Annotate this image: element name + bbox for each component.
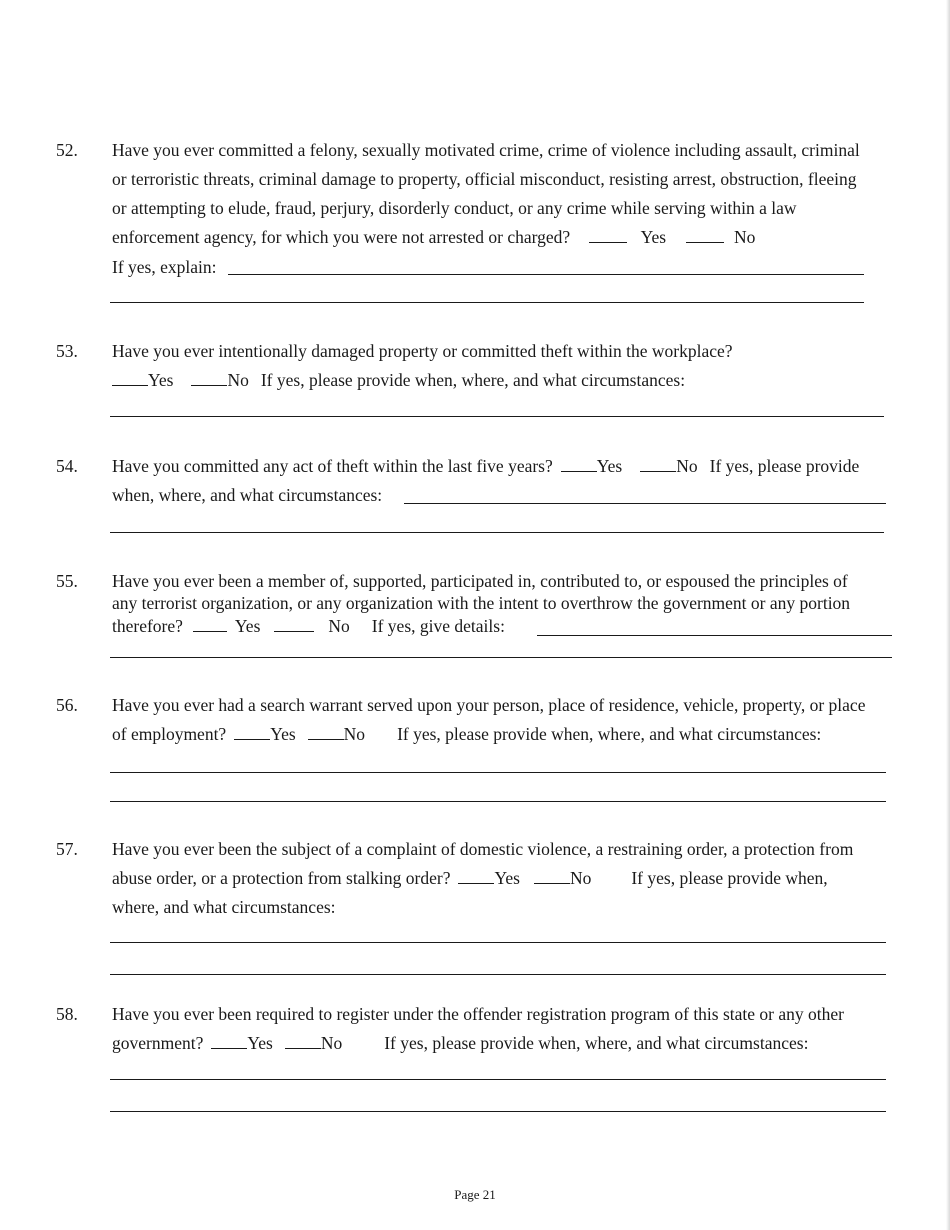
question-answer-line (112, 370, 685, 391)
prompt-text: If yes, please provide when, where, and what circumstances: (384, 1033, 809, 1053)
question-text-line: Have you ever intentionally damaged property or committed theft within the workplace? (112, 341, 733, 361)
question-answer-line (112, 724, 821, 745)
answer-field-line-1[interactable] (404, 503, 886, 504)
no-label: No (328, 616, 350, 636)
prompt-text: If yes, please provide when, (631, 868, 828, 888)
question-number: 53. (56, 341, 78, 361)
question-number: 55. (56, 571, 78, 591)
question-text-line: therefore? (112, 616, 183, 636)
yes-blank[interactable] (112, 371, 148, 386)
prompt-text: If yes, please provide when, where, and what circumstances: (260, 370, 686, 390)
yes-label: Yes (234, 616, 261, 636)
yes-label: Yes (596, 456, 623, 476)
no-label: No (227, 370, 249, 390)
question-text-line: where, and what circumstances: (112, 897, 336, 917)
yes-label: Yes (640, 227, 667, 247)
question-text-line: abuse order, or a protection from stalking order? (112, 868, 451, 888)
prompt-text: If yes, please provide when, where, and what circumstances: (397, 724, 822, 744)
question-text-line: any terrorist organization, or any organization with the intent to overthrow the government or any portion (112, 593, 851, 613)
yes-blank[interactable] (234, 725, 270, 740)
question-number: 58. (56, 1004, 78, 1024)
question-text-line: of employment? (112, 724, 227, 744)
question-text-line: Have you committed any act of theft within the last five years? (112, 456, 553, 476)
no-blank[interactable] (534, 869, 570, 884)
yes-blank[interactable] (193, 617, 227, 632)
no-blank[interactable] (308, 725, 344, 740)
question-text-line: Have you ever committed a felony, sexually motivated crime, crime of violence including assault, criminal (112, 140, 860, 160)
question-answer-line (112, 227, 755, 248)
question-number: 57. (56, 839, 78, 859)
question-text-line: government? (112, 1033, 204, 1053)
question-text-line: enforcement agency, for which you were not arrested or charged? (112, 227, 571, 247)
answer-field-line-1[interactable] (110, 772, 886, 773)
prompt-text: If yes, please provide (709, 456, 860, 476)
explain-field-line-2[interactable] (110, 302, 864, 303)
answer-field-line-2[interactable] (110, 801, 886, 802)
answer-field-line[interactable] (110, 416, 884, 417)
answer-field-line-2[interactable] (110, 974, 886, 975)
question-text-line: or terroristic threats, criminal damage to property, official misconduct, resisting arrest, obstruction, fleeing (112, 169, 857, 189)
question-number: 56. (56, 695, 78, 715)
no-blank[interactable] (640, 457, 676, 472)
details-label: If yes, give details: (371, 616, 505, 636)
page-edge-shadow (946, 0, 950, 1230)
no-label: No (569, 868, 592, 888)
no-blank[interactable] (191, 371, 227, 386)
question-answer-line (112, 456, 859, 477)
page-number: Page 21 (454, 1187, 496, 1202)
question-text-line: Have you ever had a search warrant served upon your person, place of residence, vehicle, property, or place (112, 695, 866, 715)
no-blank[interactable] (686, 228, 724, 243)
answer-field-line-2[interactable] (110, 532, 884, 533)
question-text-line: Have you ever been the subject of a complaint of domestic violence, a restraining order, a protection from (112, 839, 854, 859)
answer-field-line-1[interactable] (537, 635, 892, 636)
yes-blank[interactable] (561, 457, 597, 472)
question-answer-line (112, 616, 505, 637)
explain-label: If yes, explain: (112, 257, 217, 277)
answer-field-line-1[interactable] (110, 1079, 886, 1080)
question-answer-line (112, 1033, 808, 1054)
no-label: No (734, 227, 756, 247)
question-number: 52. (56, 140, 78, 160)
question-text-line: Have you ever been a member of, supported, participated in, contributed to, or espoused the principles of (112, 571, 848, 591)
question-text-line: Have you ever been required to register under the offender registration program of this state or any other (112, 1004, 844, 1024)
answer-field-line-2[interactable] (110, 1111, 886, 1112)
explain-field-line-1[interactable] (228, 274, 864, 275)
yes-blank[interactable] (458, 869, 494, 884)
no-label: No (676, 456, 698, 476)
yes-label: Yes (270, 724, 296, 744)
yes-blank[interactable] (589, 228, 627, 243)
question-text-line: when, where, and what circumstances: (112, 485, 383, 505)
question-text-line: or attempting to elude, fraud, perjury, disorderly conduct, or any crime while serving within a law (112, 198, 797, 218)
yes-label: Yes (494, 868, 520, 888)
yes-label: Yes (148, 370, 174, 390)
answer-field-line-1[interactable] (110, 942, 886, 943)
yes-label: Yes (247, 1033, 273, 1053)
yes-blank[interactable] (211, 1034, 247, 1049)
no-blank[interactable] (274, 617, 314, 632)
no-label: No (320, 1033, 343, 1053)
question-answer-line (112, 868, 828, 889)
answer-field-line-2[interactable] (110, 657, 892, 658)
no-label: No (343, 724, 366, 744)
no-blank[interactable] (285, 1034, 321, 1049)
question-number: 54. (56, 456, 78, 476)
